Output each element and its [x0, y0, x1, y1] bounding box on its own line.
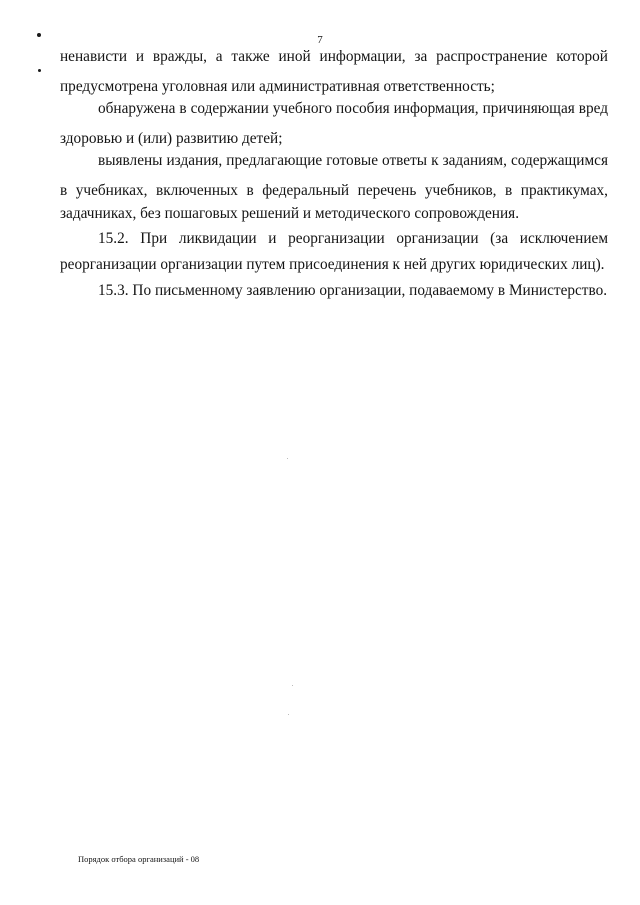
scan-mark: [38, 69, 41, 72]
body-line: выявлены издания, предлагающие готовые ответы к заданиям, содержащимся: [98, 152, 608, 169]
body-line: здоровью и (или) развитию детей;: [60, 130, 283, 147]
scan-mark: [37, 33, 41, 37]
body-line: в учебниках, включенных в федеральный перечень учебников, в практикумах,: [60, 182, 608, 199]
body-line: задачниках, без пошаговых решений и методического сопровождения.: [60, 205, 520, 222]
scan-speck: [288, 714, 289, 715]
body-line: реорганизации организации путем присоединения к ней других юридических лиц).: [60, 256, 605, 273]
scan-speck: [292, 685, 293, 686]
body-line: ненависти и вражды, а также иной информации, за распространение которой: [60, 48, 608, 65]
body-line: 15.3. По письменному заявлению организации, подаваемому в Министерство.: [98, 282, 608, 299]
footer-text: Порядок отбора организаций - 08: [78, 854, 200, 864]
body-line: обнаружена в содержании учебного пособия информация, причиняющая вред: [98, 100, 608, 117]
body-line: предусмотрена уголовная или административная ответственность;: [60, 78, 495, 95]
body-line: 15.2. При ликвидации и реорганизации организации (за исключением: [98, 230, 608, 247]
page-number: 7: [317, 34, 323, 46]
scan-speck: [287, 458, 288, 459]
